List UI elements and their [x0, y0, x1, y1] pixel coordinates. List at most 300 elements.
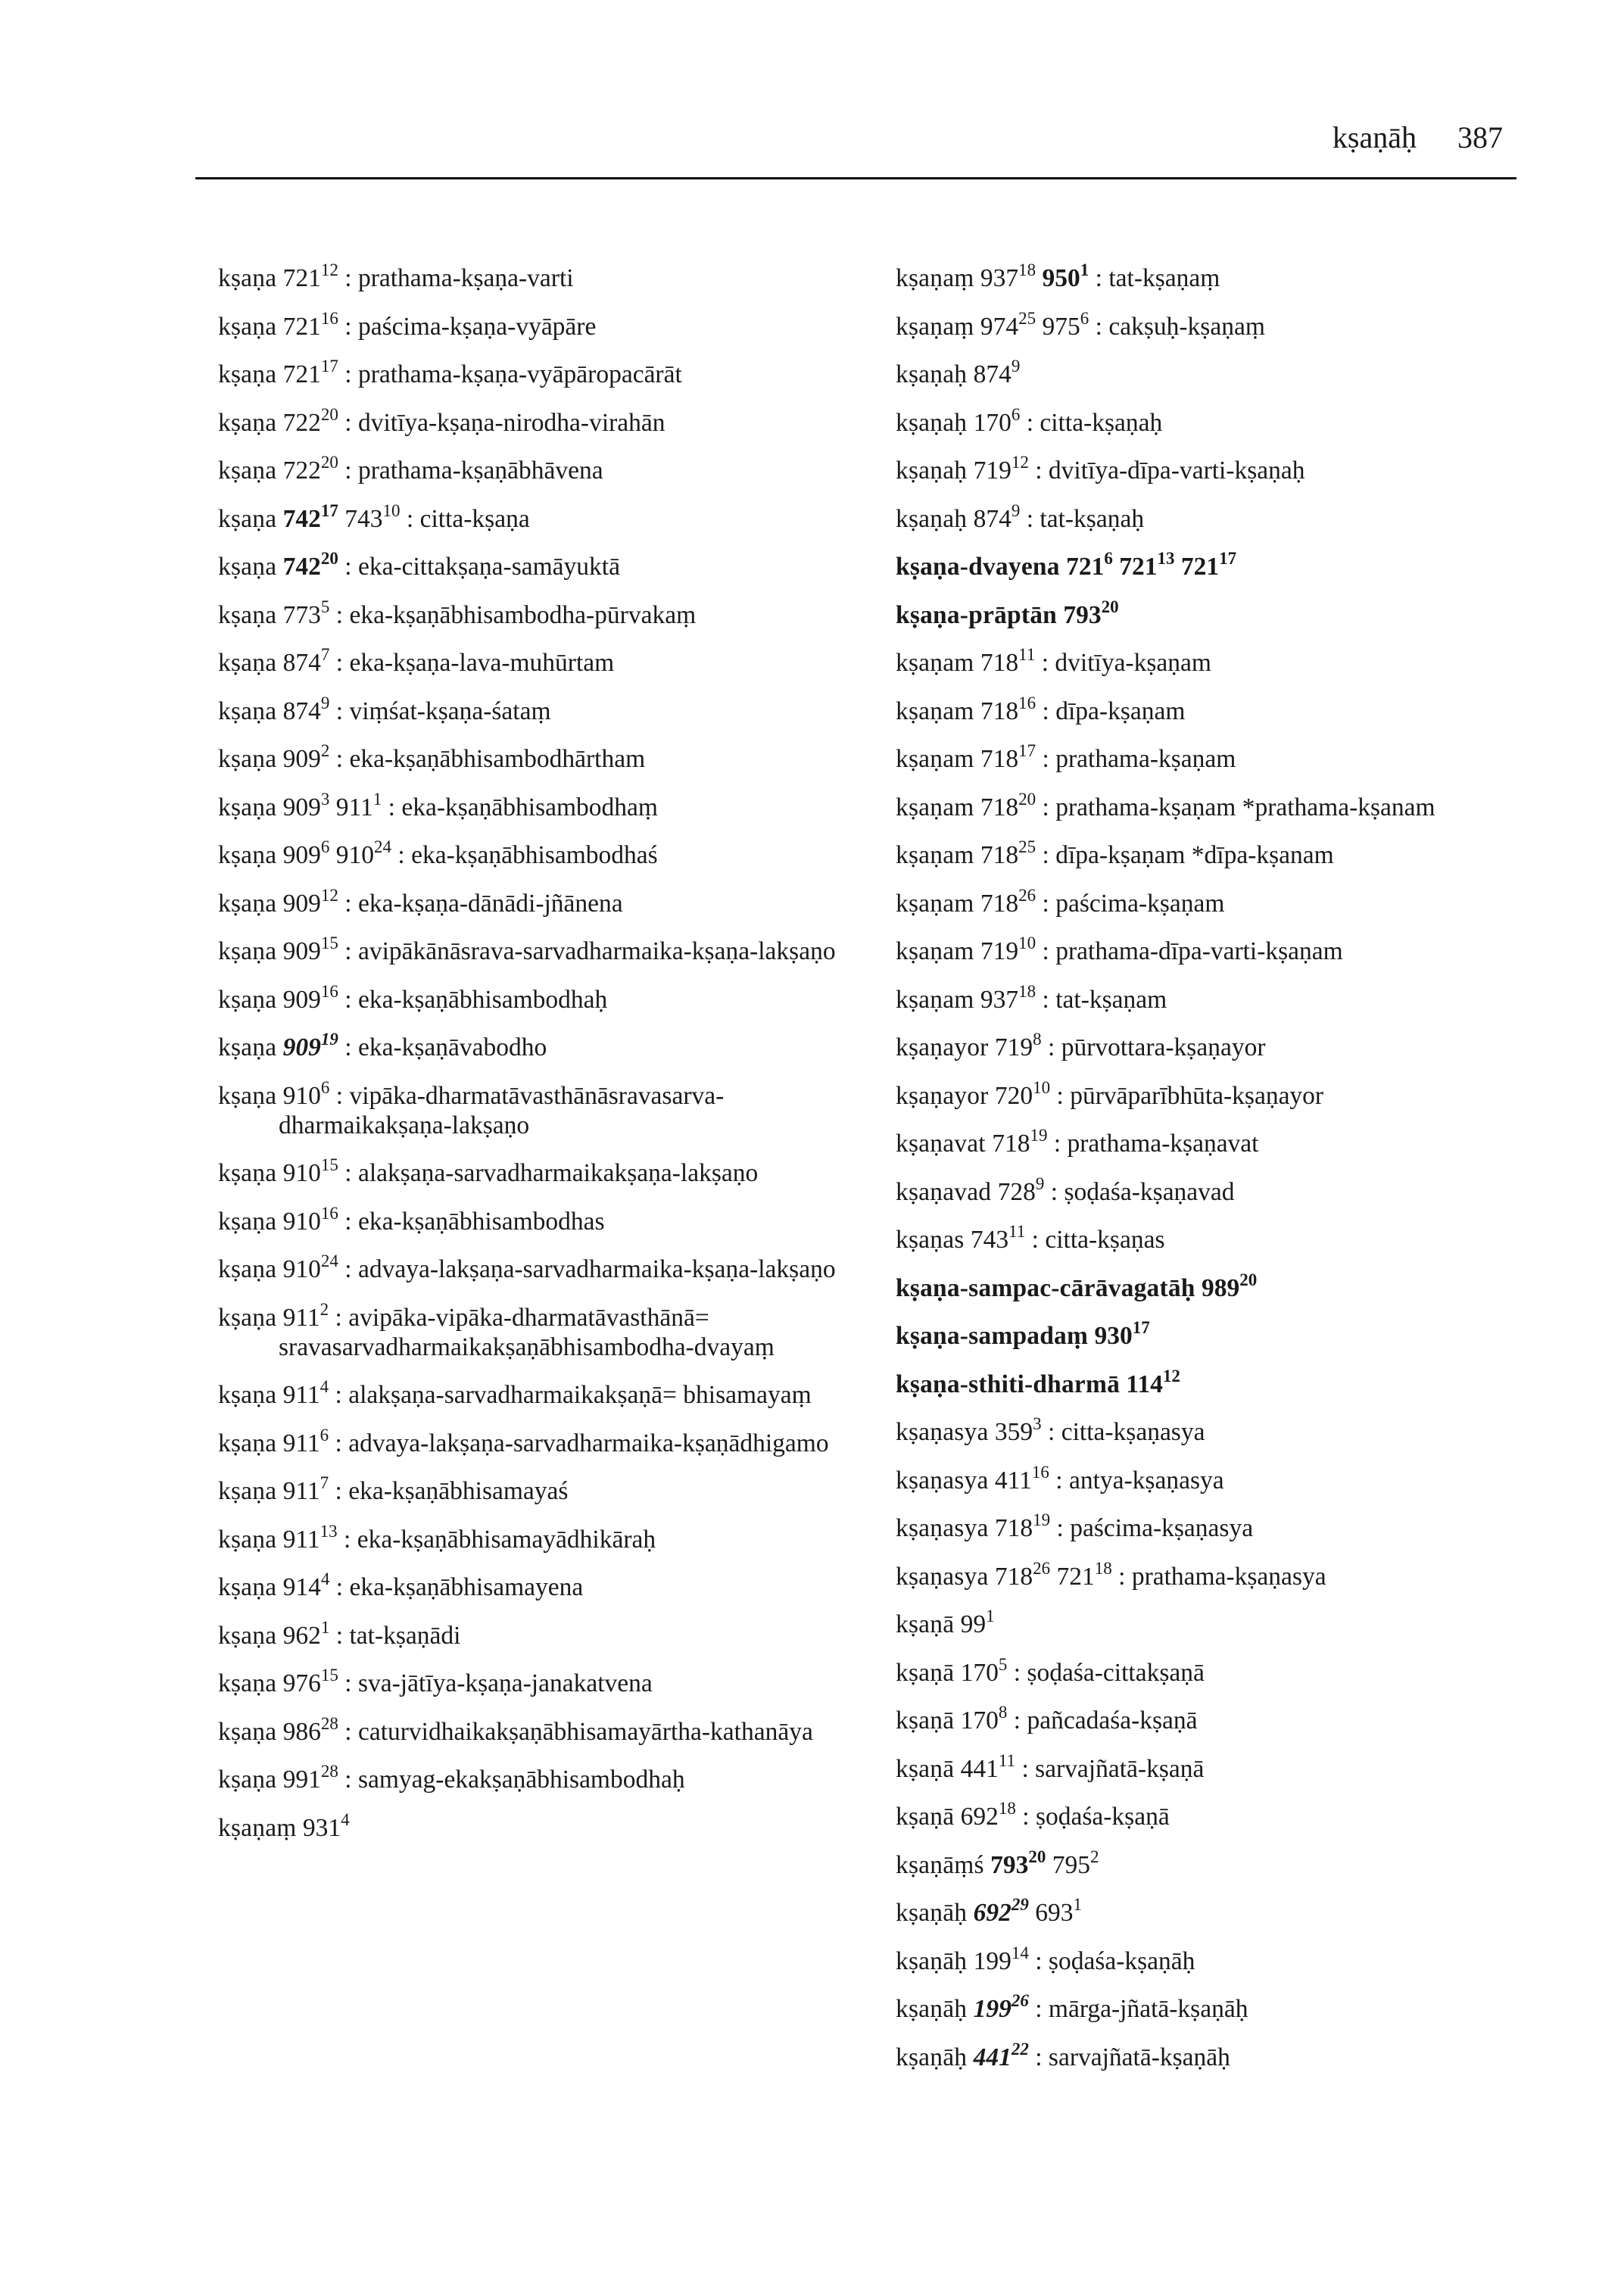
page-number-ref: 910 — [282, 1255, 321, 1283]
line-number-ref: 20 — [320, 453, 338, 472]
page-number-ref: 937 — [980, 264, 1019, 292]
line-number-ref: 10 — [1033, 1077, 1051, 1097]
entry-context: citta-kṣaṇasya — [1061, 1418, 1205, 1446]
page-reference — [980, 741, 1036, 773]
entry-headword: kṣaṇam — [896, 745, 974, 773]
index-entry: kṣaṇam $718^{16}$ : dīpa-kṣaṇam — [896, 693, 1186, 725]
entry-context: eka-kṣaṇābhisambodhaś — [411, 841, 658, 869]
entry-headword: kṣaṇa — [218, 1717, 277, 1746]
entry-context: paścima-kṣaṇa-vyāpāre — [357, 312, 597, 341]
line-number-ref: 17 — [1132, 1318, 1150, 1337]
entry-headword: kṣaṇā — [896, 1658, 955, 1687]
entry-context: eka-kṣaṇāvabodho — [357, 1033, 547, 1061]
page-number-ref: 911 — [282, 1303, 320, 1332]
line-number-ref: 9 — [1035, 1173, 1045, 1193]
entry-context: mārga-jñatā-kṣaṇāḥ — [1048, 1995, 1248, 2023]
entry-headword: kṣaṇayor — [896, 1033, 989, 1061]
page-number-ref: 718 — [980, 697, 1019, 725]
index-entry: kṣaṇa $911^4$ : alakṣaṇa-sarvadharmaikakṣaṇā= bhisamayaṃ — [218, 1377, 812, 1409]
index-entry: kṣaṇa $909^{15}$ : avipākānāsrava-sarvadharmaika-kṣaṇa-lakṣaṇo — [218, 933, 836, 965]
entry-context: sarvajñatā-kṣaṇā — [1035, 1754, 1205, 1783]
entry-context: ṣoḍaśa-kṣaṇāḥ — [1048, 1946, 1195, 1975]
page-reference — [282, 1077, 330, 1110]
entry-headword: kṣaṇa — [218, 1381, 277, 1409]
line-number-ref: 14 — [1011, 1943, 1029, 1962]
line-number-ref: 16 — [320, 1203, 338, 1223]
index-entry: kṣaṇa $911^7$ : eka-kṣaṇābhisamayaś — [218, 1473, 569, 1505]
page-reference — [282, 693, 330, 725]
page-reference — [994, 1558, 1051, 1591]
entry-headword: kṣaṇā — [896, 1803, 955, 1831]
entry-context: eka-kṣaṇābhisambodhas — [357, 1207, 605, 1236]
page-reference — [282, 837, 330, 869]
entry-context: sva-jātīya-kṣaṇa-janakatvena — [357, 1669, 653, 1697]
line-number-ref: 16 — [320, 308, 338, 328]
line-number-ref: 1 — [986, 1607, 995, 1625]
entry-headword: kṣaṇa — [218, 1081, 277, 1110]
line-number-ref: 18 — [998, 1799, 1016, 1818]
entry-headword: kṣaṇayor — [896, 1081, 989, 1110]
entry-context: advaya-lakṣaṇa-sarvadharmaika-kṣaṇādhigamo — [348, 1429, 829, 1457]
line-number-ref: 6 — [320, 1077, 330, 1097]
page-number-ref: 910 — [282, 1159, 321, 1187]
index-entry — [896, 1270, 1524, 1303]
page-number-ref: 199 — [973, 1946, 1011, 1975]
page-number-ref: 441 — [960, 1754, 999, 1783]
line-number-ref: 17 — [320, 357, 338, 376]
line-number-ref: 3 — [1033, 1414, 1042, 1433]
right-column — [896, 260, 1524, 2090]
entry-context: viṃśat-kṣaṇa-śataṃ — [349, 697, 551, 725]
entry-headword: kṣaṇasya — [896, 1466, 989, 1495]
index-entry: kṣaṇa $874^9$ : viṃśat-kṣaṇa-śataṃ — [218, 693, 551, 725]
entry-context: prathama-kṣaṇavat — [1067, 1130, 1259, 1158]
index-entry — [218, 1809, 884, 1843]
page-number-ref: 718 — [980, 745, 1019, 773]
page-number-ref: 411 — [994, 1466, 1032, 1495]
page-number-ref: 718 — [980, 889, 1019, 918]
running-headword: kṣaṇāḥ — [1332, 120, 1417, 154]
entry-context: sarvajñatā-kṣaṇāḥ — [1048, 2043, 1230, 2071]
entry-headword: kṣaṇāḥ — [896, 2043, 968, 2071]
line-number-ref: 16 — [1018, 693, 1036, 712]
page-reference — [994, 1030, 1042, 1061]
entry-headword: kṣaṇa — [218, 649, 277, 677]
page-number-ref: 773 — [282, 600, 321, 629]
entry-headword: kṣaṇa-prāptān — [896, 600, 1057, 629]
entry-headword: kṣaṇa — [218, 1669, 277, 1697]
index-entry: kṣaṇa $742^{17}$ $743^{10}$ : citta-kṣaṇa — [218, 500, 530, 533]
entry-headword: kṣaṇa — [218, 360, 277, 388]
page-reference — [960, 1750, 1016, 1783]
page-number-ref: 718 — [994, 1562, 1033, 1591]
line-number-ref: 19 — [320, 1030, 338, 1049]
page-reference — [282, 1377, 329, 1409]
page-number-ref: 114 — [1126, 1370, 1163, 1398]
index-entry: kṣaṇasya $718^{26}$ $721^{18}$ : prathama-kṣaṇasya — [896, 1558, 1326, 1591]
page-reference — [282, 1030, 338, 1061]
line-number-ref: 28 — [320, 1762, 338, 1781]
entry-context: ṣoḍaśa-kṣaṇavad — [1064, 1177, 1235, 1206]
index-entry: kṣaṇam $937^{18}$ : tat-kṣaṇam — [896, 981, 1167, 1014]
entry-headword: kṣaṇasya — [896, 1562, 989, 1591]
page-number-ref: 962 — [282, 1621, 321, 1650]
line-number-ref: 17 — [1219, 549, 1237, 568]
page-number-ref: 722 — [282, 408, 321, 437]
line-number-ref: 17 — [1018, 741, 1036, 760]
running-header — [1333, 120, 1503, 155]
entry-context: tat-kṣaṇam — [1055, 985, 1167, 1014]
page-number-ref: 718 — [980, 649, 1019, 677]
index-entry: kṣaṇasya $411^{16}$ : antya-kṣaṇasya — [896, 1462, 1224, 1495]
line-number-ref: 16 — [320, 981, 338, 1001]
page-number: 387 — [1457, 120, 1503, 154]
entry-headword: kṣaṇa — [218, 1429, 277, 1457]
line-number-ref: 13 — [320, 1521, 338, 1541]
index-entry: kṣaṇam $718^{17}$ : prathama-kṣaṇam — [896, 741, 1236, 773]
page-number-ref: 722 — [282, 457, 321, 485]
page-number-ref: 910 — [282, 1081, 321, 1110]
index-entry: kṣaṇa $910^6$ : vipāka-dharmatāvasthānāsravasarva-dharmaikakṣaṇa-lakṣaṇo — [218, 1077, 725, 1139]
line-number-ref: 2 — [1090, 1847, 1099, 1866]
entry-headword: kṣaṇam — [896, 697, 974, 725]
index-entry — [896, 549, 1524, 581]
entry-headword: kṣaṇā — [896, 1610, 955, 1638]
entry-headword: kṣaṇāḥ — [896, 1995, 968, 2023]
line-number-ref: 1 — [1073, 1895, 1082, 1914]
line-number-ref: 20 — [320, 549, 338, 568]
page-reference — [997, 1173, 1045, 1206]
page-reference — [282, 789, 330, 821]
index-entry: kṣaṇa $909^3$ $911^1$ : eka-kṣaṇābhisambodhaṃ — [218, 789, 658, 821]
page-reference — [1035, 1895, 1082, 1927]
index-entry — [896, 1895, 1524, 1928]
page-reference — [960, 1607, 995, 1638]
page-number-ref: 441 — [973, 2043, 1011, 2071]
entry-context: prathama-kṣaṇasya — [1131, 1562, 1326, 1591]
entry-headword: kṣaṇas — [896, 1226, 965, 1254]
entry-context: eka-kṣaṇābhisambodhaḥ — [357, 985, 608, 1014]
page-number-ref: 721 — [282, 360, 321, 388]
entry-headword: kṣaṇa — [218, 1525, 277, 1554]
page-reference — [282, 1713, 338, 1746]
page-number-ref: 874 — [973, 360, 1011, 388]
entry-headword: kṣaṇam — [896, 937, 974, 965]
page-reference — [994, 1414, 1042, 1446]
line-number-ref: 2 — [320, 1299, 329, 1319]
line-number-ref: 12 — [1162, 1366, 1180, 1385]
page-number-ref: 719 — [973, 457, 1011, 485]
line-number-ref: 20 — [1018, 789, 1036, 809]
index-entry: kṣaṇa $909^6$ $910^{24}$ : eka-kṣaṇābhisambodhaś — [218, 837, 658, 869]
index-entry: kṣaṇa $991^{28}$ : samyag-ekakṣaṇābhisambodhaḥ — [218, 1762, 685, 1794]
page-reference — [1063, 597, 1119, 629]
index-entry: kṣaṇa $910^{16}$ : eka-kṣaṇābhisambodhas — [218, 1203, 605, 1236]
entry-context: prathama-kṣaṇam *prathama-kṣanam — [1055, 793, 1435, 821]
page-number-ref: 743 — [344, 504, 383, 533]
page-reference — [973, 357, 1021, 388]
line-number-ref: 29 — [1011, 1895, 1029, 1914]
entry-context: antya-kṣaṇasya — [1068, 1466, 1224, 1495]
entry-context: prathama-kṣaṇābhāvena — [357, 457, 603, 485]
entry-context: prathama-dīpa-varti-kṣaṇam — [1055, 937, 1343, 965]
line-number-ref: 15 — [320, 1666, 338, 1685]
line-number-ref: 15 — [320, 1155, 338, 1174]
entry-headword: kṣaṇasya — [896, 1418, 989, 1446]
entry-context: dvitīya-kṣaṇam — [1055, 649, 1211, 677]
line-number-ref: 10 — [382, 500, 401, 520]
index-entry: kṣaṇa $910^{24}$ : advaya-lakṣaṇa-sarvadharmaika-kṣaṇa-lakṣaṇo — [218, 1251, 836, 1283]
line-number-ref: 8 — [1033, 1030, 1042, 1049]
entry-headword: kṣaṇāḥ — [896, 1946, 968, 1975]
line-number-ref: 20 — [1028, 1847, 1046, 1866]
index-entry: kṣaṇa $911^{13}$ : eka-kṣaṇābhisamayādhikāraḥ — [218, 1521, 656, 1554]
entry-headword: kṣaṇa — [218, 793, 277, 821]
entry-headword: kṣaṇa-sthiti-dharmā — [896, 1370, 1121, 1398]
page-number-ref: 909 — [282, 985, 321, 1014]
left-column — [218, 260, 884, 1861]
page-reference — [990, 1847, 1046, 1879]
entry-headword: kṣaṇam — [896, 649, 974, 677]
page-reference — [973, 404, 1021, 437]
page-number-ref: 874 — [973, 504, 1011, 533]
line-number-ref: 18 — [1094, 1558, 1112, 1578]
page-number-ref: 930 — [1094, 1322, 1133, 1350]
page-reference — [282, 308, 338, 341]
page-reference — [1042, 308, 1089, 341]
page-number-ref: 721 — [1056, 1562, 1095, 1591]
page-number-ref: 991 — [282, 1766, 321, 1794]
entry-headword: kṣaṇa-sampadaṃ — [896, 1322, 1089, 1350]
line-number-ref: 26 — [1018, 885, 1036, 905]
page-number-ref: 742 — [282, 504, 321, 533]
index-entry: kṣaṇavad $728^9$ : ṣoḍaśa-kṣaṇavad — [896, 1173, 1235, 1206]
page-number-ref: 99 — [960, 1610, 987, 1638]
index-entry: kṣaṇa $721^{12}$ : prathama-kṣaṇa-varti — [218, 260, 574, 292]
page-reference — [980, 981, 1036, 1014]
line-number-ref: 4 — [341, 1809, 350, 1829]
entry-headword: kṣaṇa — [218, 600, 277, 629]
entry-context: vipāka-dharmatāvasthānāsravasarva-dharmaikakṣaṇa-lakṣaṇo — [279, 1081, 725, 1139]
page-number-ref: 170 — [960, 1658, 999, 1687]
page-number-ref: 909 — [282, 937, 321, 965]
index-entry: kṣaṇa $909^2$ : eka-kṣaṇābhisambodhārtham — [218, 741, 646, 773]
page-reference — [282, 741, 330, 773]
page-reference — [980, 308, 1036, 341]
line-number-ref: 12 — [320, 260, 338, 279]
page-reference — [344, 500, 401, 533]
line-number-ref: 3 — [320, 789, 330, 809]
entry-headword: kṣaṇa — [218, 264, 277, 292]
line-number-ref: 7 — [320, 1473, 329, 1492]
page-reference — [973, 453, 1029, 485]
line-number-ref: 17 — [320, 500, 338, 520]
index-entry: kṣaṇa $909^{12}$ : eka-kṣaṇa-dānādi-jñānena — [218, 885, 623, 918]
line-number-ref: 20 — [1239, 1270, 1258, 1289]
page-number-ref: 795 — [1052, 1850, 1091, 1879]
page-number-ref: 718 — [992, 1130, 1030, 1158]
entry-headword: kṣaṇa — [218, 841, 277, 869]
entry-headword: kṣaṇavad — [896, 1177, 992, 1206]
page-reference — [1119, 549, 1175, 581]
page-reference — [282, 404, 338, 437]
page-reference — [1180, 549, 1237, 581]
line-number-ref: 2 — [320, 741, 330, 760]
index-entry — [896, 1366, 1524, 1399]
page-number-ref: 911 — [282, 1381, 320, 1409]
page-reference — [335, 837, 392, 869]
entry-headword: kṣaṇa — [218, 312, 277, 341]
line-number-ref: 12 — [1011, 453, 1029, 472]
entry-headword: kṣaṇa — [218, 1621, 277, 1650]
line-number-ref: 18 — [1018, 981, 1036, 1001]
line-number-ref: 11 — [1008, 1222, 1026, 1241]
page-reference — [973, 1991, 1029, 2023]
page-reference — [282, 1155, 338, 1187]
line-number-ref: 4 — [320, 1377, 329, 1396]
index-entry: kṣaṇāḥ $199^{26}$ : mārga-jñatā-kṣaṇāḥ — [896, 1991, 1248, 2023]
page-number-ref: 719 — [980, 937, 1019, 965]
page-number-ref: 720 — [994, 1081, 1033, 1110]
entry-context: dīpa-kṣaṇam — [1055, 697, 1186, 725]
entry-context: tat-kṣaṇaḥ — [1040, 504, 1145, 533]
page-number-ref: 974 — [980, 312, 1019, 341]
line-number-ref: 6 — [1080, 308, 1089, 328]
entry-headword: kṣaṇa — [218, 1766, 277, 1794]
page-reference — [1126, 1366, 1180, 1398]
line-number-ref: 9 — [1011, 500, 1021, 520]
line-number-ref: 19 — [1033, 1510, 1051, 1529]
page-number-ref: 721 — [1066, 553, 1105, 581]
line-number-ref: 16 — [1031, 1462, 1049, 1482]
entry-headword: kṣaṇa-dvayena — [896, 553, 1060, 581]
line-number-ref: 7 — [320, 645, 330, 664]
entry-context: pañcadaśa-kṣaṇā — [1027, 1706, 1198, 1735]
entry-context: tat-kṣaṇaṃ — [1108, 264, 1220, 292]
index-entry: kṣaṇayor $720^{10}$ : pūrvāparībhūta-kṣaṇayor — [896, 1077, 1324, 1110]
entry-context: avipāka-vipāka-dharmatāvasthānā= sravasarvadharmaikakṣaṇābhisambodha-dvayaṃ — [279, 1303, 775, 1361]
line-number-ref: 6 — [1011, 404, 1021, 424]
index-entry: kṣaṇam $718^{25}$ : dīpa-kṣaṇam *dīpa-kṣanam — [896, 837, 1334, 869]
entry-headword: kṣaṇaḥ — [896, 504, 968, 533]
line-number-ref: 24 — [320, 1251, 338, 1270]
entry-headword: kṣaṇam — [896, 889, 974, 918]
line-number-ref: 10 — [1018, 933, 1036, 952]
index-entry — [896, 1607, 1524, 1639]
page-number-ref: 911 — [335, 793, 373, 821]
entry-headword: kṣaṇam — [896, 985, 974, 1014]
page-reference — [1056, 1558, 1112, 1591]
page-number-ref: 718 — [980, 841, 1019, 869]
entry-context: dīpa-kṣaṇam *dīpa-kṣanam — [1055, 841, 1334, 869]
entry-headword: kṣaṇam — [896, 793, 974, 821]
line-number-ref: 26 — [1011, 1991, 1029, 2010]
entry-headword: kṣaṇa — [218, 1255, 277, 1283]
page-reference — [282, 1617, 330, 1650]
line-number-ref: 18 — [1018, 260, 1036, 279]
page-reference — [282, 1299, 329, 1332]
page-reference — [282, 597, 330, 629]
page-reference — [282, 1521, 338, 1554]
page-reference — [282, 357, 338, 388]
entry-headword: kṣaṇa — [218, 745, 277, 773]
entry-context: pūrvāparībhūta-kṣaṇayor — [1070, 1081, 1324, 1110]
entry-context: eka-kṣaṇa-dānādi-jñānena — [357, 889, 623, 918]
entry-context: citta-kṣaṇaḥ — [1040, 408, 1163, 437]
line-number-ref: 12 — [320, 885, 338, 905]
entry-context: eka-kṣaṇābhisamayaś — [348, 1477, 569, 1505]
entry-context: eka-cittakṣaṇa-samāyuktā — [357, 553, 620, 581]
entry-context: eka-kṣaṇābhisamayena — [349, 1573, 584, 1601]
page-reference — [302, 1809, 350, 1842]
index-entry: kṣaṇā $170^8$ : pañcadaśa-kṣaṇā — [896, 1703, 1198, 1735]
page-number-ref: 910 — [335, 841, 375, 869]
line-number-ref: 1 — [372, 789, 382, 809]
page-reference — [1052, 1847, 1099, 1879]
entry-headword: kṣaṇa — [218, 553, 277, 581]
page-reference — [960, 1703, 1008, 1735]
entry-headword: kṣaṇaḥ — [896, 457, 968, 485]
page-number-ref: 910 — [282, 1207, 321, 1236]
page-reference — [282, 933, 338, 965]
index-entry: kṣaṇa $914^4$ : eka-kṣaṇābhisamayena — [218, 1569, 584, 1601]
page-number-ref: 931 — [302, 1813, 341, 1842]
entry-context: citta-kṣaṇas — [1045, 1226, 1165, 1254]
entry-headword: kṣaṇa — [218, 937, 277, 965]
page-number-ref: 937 — [980, 985, 1019, 1014]
header-rule — [195, 177, 1516, 179]
line-number-ref: 1 — [320, 1617, 330, 1637]
page-number-ref: 874 — [282, 697, 321, 725]
entry-context: eka-kṣaṇābhisambodha-pūrvakaṃ — [349, 600, 697, 629]
entry-context: prathama-kṣaṇa-vyāpāropacārāt — [357, 360, 682, 388]
page-number-ref: 199 — [973, 1995, 1011, 2023]
line-number-ref: 6 — [1104, 549, 1113, 568]
page-reference — [282, 645, 330, 677]
entry-headword: kṣaṇāṃś — [896, 1850, 984, 1879]
page-number-ref: 909 — [282, 889, 321, 918]
entry-context: avipākānāsrava-sarvadharmaika-kṣaṇa-lakṣaṇo — [357, 937, 836, 965]
page-number-ref: 975 — [1042, 312, 1080, 341]
line-number-ref: 22 — [1011, 2039, 1029, 2059]
entry-context: eka-kṣaṇābhisamayādhikāraḥ — [357, 1525, 656, 1554]
page-number-ref: 693 — [1035, 1899, 1074, 1927]
page-reference — [992, 1126, 1048, 1158]
line-number-ref: 13 — [1157, 549, 1175, 568]
entry-headword: kṣaṇaṃ — [896, 264, 974, 292]
page-reference — [980, 885, 1036, 918]
index-entry: kṣaṇaṃ $937^{18}$ $950^1$ : tat-kṣaṇaṃ — [896, 260, 1220, 292]
entry-headword: kṣaṇavat — [896, 1130, 986, 1158]
entry-headword: kṣaṇa — [218, 504, 277, 533]
index-entry: kṣaṇa $910^{15}$ : alakṣaṇa-sarvadharmaikakṣaṇa-lakṣaṇo — [218, 1155, 759, 1187]
page-number-ref: 793 — [1063, 600, 1102, 629]
page-number-ref: 989 — [1202, 1273, 1240, 1302]
line-number-ref: 9 — [1011, 357, 1021, 376]
line-number-ref: 25 — [1018, 837, 1036, 856]
page-reference — [994, 1462, 1049, 1495]
entry-context: paścima-kṣaṇasya — [1070, 1514, 1254, 1542]
page-number-ref: 721 — [282, 312, 321, 341]
entry-headword: kṣaṇa-sampac-cārāvagatāḥ — [896, 1273, 1195, 1302]
page-reference — [282, 1203, 338, 1236]
page-reference — [980, 933, 1036, 965]
page-reference — [282, 500, 338, 533]
page-reference — [994, 1077, 1051, 1110]
page-number-ref: 986 — [282, 1717, 321, 1746]
index-entry: kṣaṇa $909^{19}$ : eka-kṣaṇāvabodho — [218, 1030, 547, 1061]
page-number-ref: 742 — [282, 553, 321, 581]
